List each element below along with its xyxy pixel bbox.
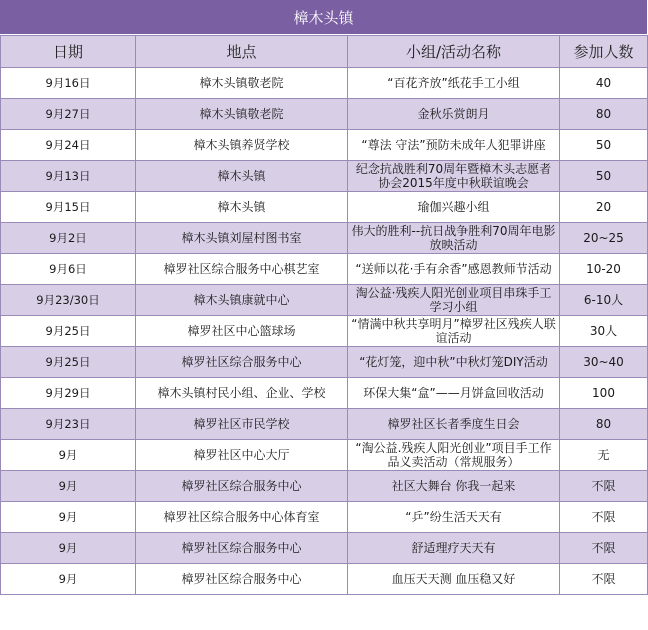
cell-location: 樟罗社区中心篮球场 bbox=[136, 316, 348, 347]
cell-count: 100 bbox=[560, 378, 648, 409]
cell-activity: 淘公益·残疾人阳光创业项目串珠手工学习小组 bbox=[348, 285, 560, 316]
table-row bbox=[1, 502, 648, 533]
table-row bbox=[1, 533, 648, 564]
cell-date: 9月23/30日 bbox=[1, 285, 136, 316]
cell-date: 9月16日 bbox=[1, 68, 136, 99]
cell-count: 不限 bbox=[560, 533, 648, 564]
cell-location: 樟罗社区综合服务中心棋艺室 bbox=[136, 254, 348, 285]
cell-count: 80 bbox=[560, 99, 648, 130]
header-count: 参加人数 bbox=[560, 36, 648, 68]
table-row bbox=[1, 564, 648, 595]
header-activity: 小组/活动名称 bbox=[348, 36, 560, 68]
cell-date: 9月25日 bbox=[1, 316, 136, 347]
table-row bbox=[1, 254, 648, 285]
cell-activity: “送师以花·手有余香”感恩教师节活动 bbox=[348, 254, 560, 285]
cell-date: 9月 bbox=[1, 471, 136, 502]
cell-date: 9月15日 bbox=[1, 192, 136, 223]
cell-location: 樟罗社区综合服务中心 bbox=[136, 564, 348, 595]
table-row bbox=[1, 471, 648, 502]
cell-count: 50 bbox=[560, 130, 648, 161]
table-row bbox=[1, 161, 648, 192]
cell-date: 9月13日 bbox=[1, 161, 136, 192]
cell-location: 樟木头镇康就中心 bbox=[136, 285, 348, 316]
cell-activity: “乒”纷生活天天有 bbox=[348, 502, 560, 533]
cell-location: 樟罗社区市民学校 bbox=[136, 409, 348, 440]
table-body bbox=[1, 68, 648, 595]
cell-activity: “尊法 守法”预防未成年人犯罪讲座 bbox=[348, 130, 560, 161]
activity-table bbox=[0, 35, 648, 595]
cell-location: 樟罗社区综合服务中心 bbox=[136, 471, 348, 502]
cell-date: 9月27日 bbox=[1, 99, 136, 130]
cell-location: 樟罗社区综合服务中心 bbox=[136, 347, 348, 378]
cell-activity: 纪念抗战胜利70周年暨樟木头志愿者协会2015年度中秋联谊晚会 bbox=[348, 161, 560, 192]
table-row bbox=[1, 316, 648, 347]
cell-count: 20~25 bbox=[560, 223, 648, 254]
cell-activity: 樟罗社区长者季度生日会 bbox=[348, 409, 560, 440]
cell-activity: “百花齐放”纸花手工小组 bbox=[348, 68, 560, 99]
cell-activity: “花灯笼，迎中秋”中秋灯笼DIY活动 bbox=[348, 347, 560, 378]
table-row bbox=[1, 378, 648, 409]
table-row bbox=[1, 440, 648, 471]
cell-location: 樟罗社区综合服务中心 bbox=[136, 533, 348, 564]
cell-location: 樟木头镇敬老院 bbox=[136, 99, 348, 130]
cell-count: 6-10人 bbox=[560, 285, 648, 316]
table-row bbox=[1, 409, 648, 440]
cell-date: 9月2日 bbox=[1, 223, 136, 254]
cell-count: 50 bbox=[560, 161, 648, 192]
table-row bbox=[1, 192, 648, 223]
cell-location: 樟木头镇 bbox=[136, 161, 348, 192]
cell-count: 20 bbox=[560, 192, 648, 223]
cell-activity: “情满中秋共享明月”樟罗社区残疾人联谊活动 bbox=[348, 316, 560, 347]
cell-activity: “淘公益.残疾人阳光创业”项目手工作品义卖活动（常规服务） bbox=[348, 440, 560, 471]
cell-count: 80 bbox=[560, 409, 648, 440]
cell-count: 30人 bbox=[560, 316, 648, 347]
cell-activity: 瑜伽兴趣小组 bbox=[348, 192, 560, 223]
cell-date: 9月23日 bbox=[1, 409, 136, 440]
cell-activity: 社区大舞台 你我一起来 bbox=[348, 471, 560, 502]
cell-location: 樟木头镇养贤学校 bbox=[136, 130, 348, 161]
cell-activity: 伟大的胜利--抗日战争胜利70周年电影放映活动 bbox=[348, 223, 560, 254]
cell-date: 9月6日 bbox=[1, 254, 136, 285]
cell-date: 9月25日 bbox=[1, 347, 136, 378]
cell-date: 9月29日 bbox=[1, 378, 136, 409]
header-location: 地点 bbox=[136, 36, 348, 68]
cell-date: 9月 bbox=[1, 564, 136, 595]
cell-activity: 舒适理疗天天有 bbox=[348, 533, 560, 564]
cell-location: 樟木头镇刘屋村图书室 bbox=[136, 223, 348, 254]
header-date: 日期 bbox=[1, 36, 136, 68]
table-row bbox=[1, 130, 648, 161]
cell-location: 樟罗社区中心大厅 bbox=[136, 440, 348, 471]
cell-activity: 环保大集“盒”——月饼盒回收活动 bbox=[348, 378, 560, 409]
cell-count: 不限 bbox=[560, 502, 648, 533]
cell-location: 樟木头镇敬老院 bbox=[136, 68, 348, 99]
cell-activity: 金秋乐赏朗月 bbox=[348, 99, 560, 130]
cell-count: 10-20 bbox=[560, 254, 648, 285]
table-title: 樟木头镇 bbox=[0, 0, 647, 35]
table-row bbox=[1, 223, 648, 254]
cell-location: 樟木头镇 bbox=[136, 192, 348, 223]
cell-date: 9月 bbox=[1, 533, 136, 564]
table-row bbox=[1, 347, 648, 378]
cell-date: 9月 bbox=[1, 440, 136, 471]
cell-activity: 血压天天测 血压稳又好 bbox=[348, 564, 560, 595]
cell-count: 不限 bbox=[560, 471, 648, 502]
table-row bbox=[1, 99, 648, 130]
cell-date: 9月24日 bbox=[1, 130, 136, 161]
header-row bbox=[1, 36, 648, 68]
cell-count: 30~40 bbox=[560, 347, 648, 378]
table-row bbox=[1, 68, 648, 99]
cell-date: 9月 bbox=[1, 502, 136, 533]
cell-location: 樟木头镇村民小组、企业、学校 bbox=[136, 378, 348, 409]
table-row bbox=[1, 285, 648, 316]
cell-count: 无 bbox=[560, 440, 648, 471]
cell-count: 40 bbox=[560, 68, 648, 99]
cell-count: 不限 bbox=[560, 564, 648, 595]
cell-location: 樟罗社区综合服务中心体育室 bbox=[136, 502, 348, 533]
